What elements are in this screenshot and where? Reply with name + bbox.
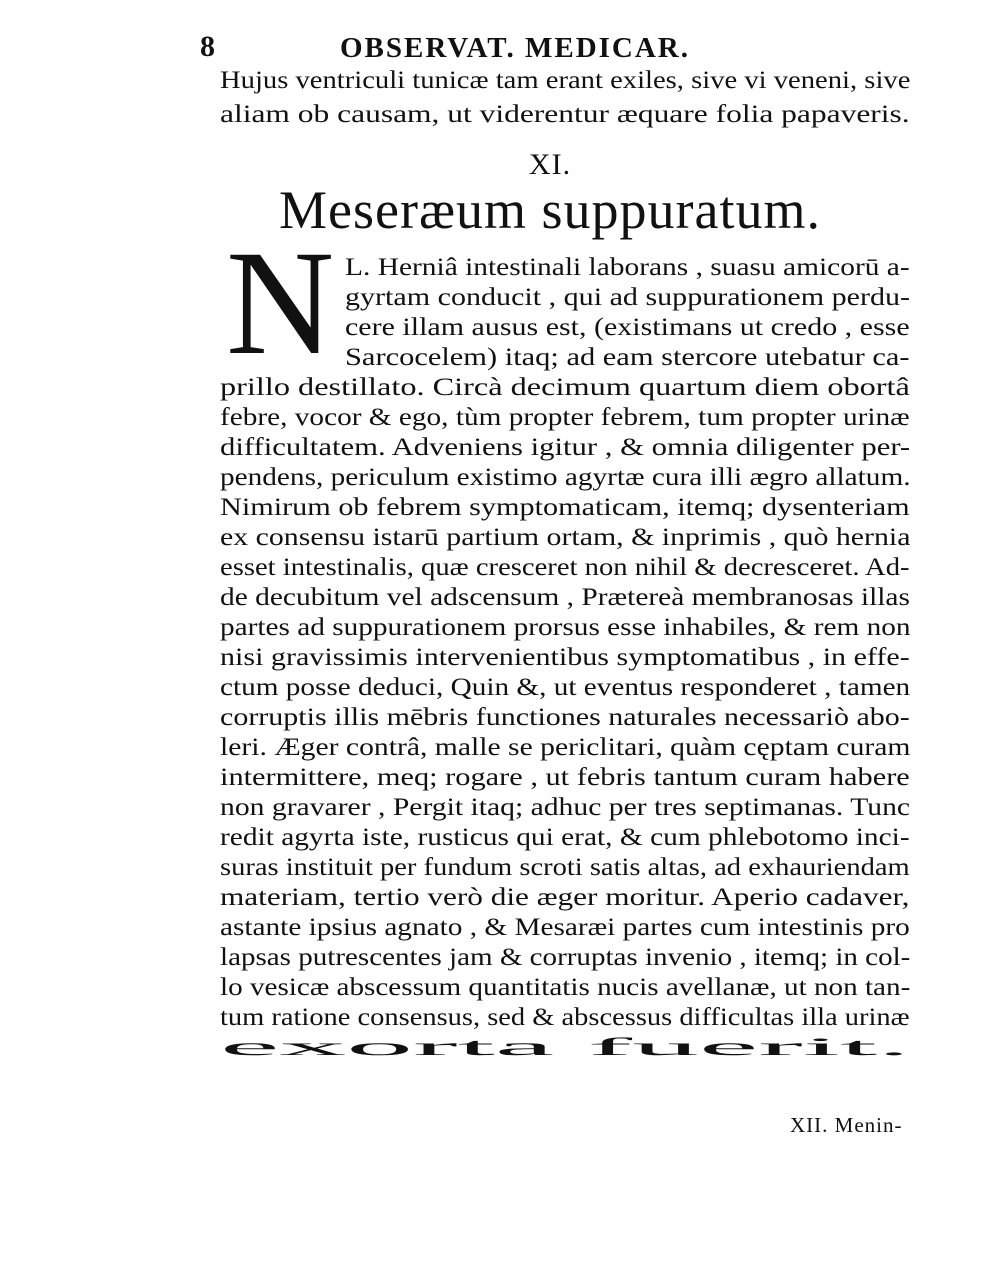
text-line: cere illam ausus est, (existimans ut credo , esse	[345, 314, 910, 341]
chapter-number: XI.	[528, 148, 572, 181]
running-title: OBSERVAT. MEDICAR.	[340, 32, 691, 64]
text-line: lo vesicæ abscessum quantitatis nucis avellanæ, ut non tan-	[220, 974, 911, 1001]
text-line: leri. Æger contrâ, malle se periclitari, quàm cęptam curam	[220, 734, 911, 761]
text-line: de decubitum vel adscensum , Prætereà membranosas illas	[220, 584, 910, 611]
text-line: Sarcocelem) itaq; ad eam stercore utebatur ca-	[345, 344, 910, 371]
running-head	[200, 28, 920, 68]
text-line: L. Herniâ intestinali laborans , suasu amicorū a-	[345, 254, 910, 281]
text-line: gyrtam conducit , qui ad suppurationem perdu-	[345, 284, 911, 311]
text-line: Nimirum ob febrem symptomaticam, itemq; dysenteriam	[220, 494, 910, 521]
text-line: ex consensu istarū partium ortam, & inprimis , quò hernia	[220, 524, 911, 551]
text-line: partes ad suppurationem prorsus esse inhabiles, & rem non	[220, 614, 911, 641]
text-line: corruptis illis mēbris functiones naturales necessariò abo-	[220, 704, 910, 731]
text-line: pendens, periculum existimo agyrtæ cura illi ægro allatum.	[220, 464, 911, 491]
chapter-title: Meseræum suppuratum.	[279, 180, 821, 240]
text-line: febre, vocor & ego, tùm propter febrem, tum propter urinæ	[220, 404, 910, 431]
text-line: tum ratione consensus, sed & abscessus difficultas illa urinæ	[220, 1004, 910, 1031]
text-line: aliam ob causam, ut viderentur æquare folia papaveris.	[220, 101, 910, 128]
page-number: 8	[200, 30, 215, 63]
text-line: esset intestinalis, quæ cresceret non nihil & decresceret. Ad-	[220, 554, 910, 581]
text-line: intermittere, meq; rogare , ut febris tantum curam habere	[220, 764, 910, 791]
text-line: nisi gravissimis intervenientibus symptomatibus , in effe-	[220, 644, 910, 671]
text-line: astante ipsius agnato , & Mesaræi partes cum intestinis pro	[220, 914, 910, 941]
text-line: ctum posse deduci, Quin &, ut eventus responderet , tamen	[220, 674, 911, 701]
text-line: suras instituit per fundum scroti satis altas, ad exhauriendam	[220, 854, 910, 881]
text-line: non gravarer , Pergit itaq; adhuc per tres septimanas. Tunc	[220, 794, 911, 821]
catchword: XII. Menin-	[790, 1113, 903, 1137]
text-line: materiam, tertio verò die æger moritur. Aperio cadaver,	[220, 884, 910, 911]
text-line: exorta fuerit.	[220, 1034, 911, 1061]
text-line: lapsas putrescentes jam & corruptas invenio , itemq; in col-	[220, 944, 911, 971]
drop-cap-initial: N	[226, 220, 335, 386]
text-line: prillo destillato. Circà decimum quartum diem obortâ	[220, 374, 910, 401]
text-line: difficultatem. Adveniens igitur , & omnia diligenter per-	[220, 434, 911, 461]
text-line: redit agyrta iste, rusticus qui erat, & cum phlebotomo inci-	[220, 824, 910, 851]
text-line: Hujus ventriculi tunicæ tam erant exiles, sive vi veneni, sive	[220, 67, 911, 94]
